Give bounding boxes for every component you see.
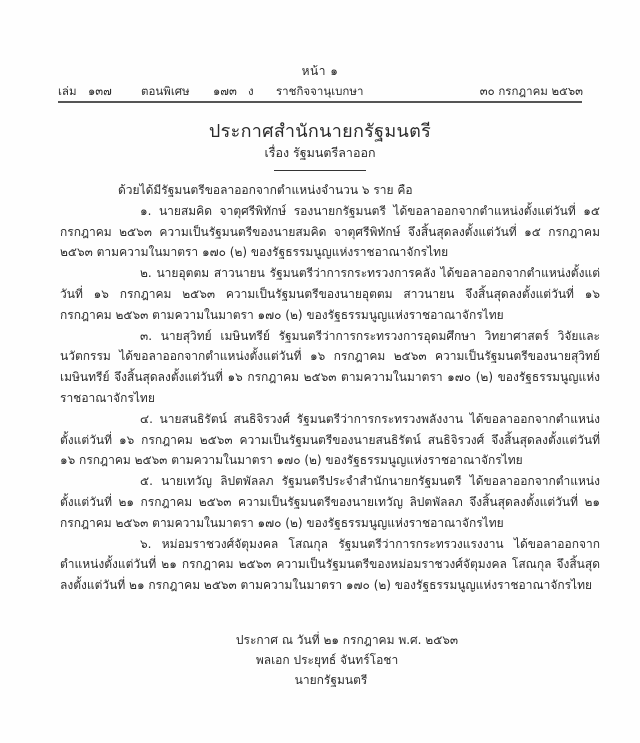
volume-label: เล่ม xyxy=(58,84,77,98)
resignation-item: ๖. หม่อมราชวงศ์จัตุมงคล โสณกุล รัฐมนตรีว่าการกระทรวงแรงงาน ได้ขอลาออกจากตำแหน่งตั้งแต่วันที่ ๒๑ กรกฎาคม ๒๕๖๓ ความเป็นรัฐมนตรีของหม่อมราชวงศ์จัตุมงคล โสณกุล จึงสิ้นสุดลงตั้งแต่วันที่ ๒๑ กรกฎาคม ๒๕๖๓ ตามความในมาตรา ๑๗๐ (๒) ของรัฐธรรมนูญแห่งราชอาณาจักรไทย xyxy=(60,536,600,593)
announcement-body xyxy=(60,180,600,596)
volume-number: ๑๓๗ xyxy=(88,84,112,98)
header-divider xyxy=(58,101,582,103)
resignation-item: ๓. นายสุวิทย์ เมษินทรีย์ รัฐมนตรีว่าการกระทรวงการอุดมศึกษา วิทยาศาสตร์ วิจัยและนวัตกรรม ได้ขอลาออกจากตำแหน่งตั้งแต่วันที่ ๑๖ กรกฎาคม ๒๕๖๓ ความเป็นรัฐมนตรีของนายสุวิทย์ เมษินทรีย์ จึงสิ้นสุดลงตั้งแต่วันที่ ๑๖ กรกฎาคม ๒๕๖๓ ตามความในมาตรา ๑๗๐ (๒) ของรัฐธรรมนูญแห่งราชอาณาจักรไทย xyxy=(60,328,600,405)
announcement-title: ประกาศสำนักนายกรัฐมนตรี xyxy=(208,121,432,142)
signature-date: ประกาศ ณ วันที่ ๒๑ กรกฎาคม พ.ศ. ๒๕๖๓ xyxy=(235,633,459,647)
issue-number: ๑๗๓ xyxy=(213,84,237,98)
signatory-position: นายกรัฐมนตรี xyxy=(294,673,368,687)
gazette-header xyxy=(58,83,583,99)
resignation-item: ๕. นายเทวัญ ลิปตพัลลภ รัฐมนตรีประจำสำนักนายกรัฐมนตรี ได้ขอลาออกจากตำแหน่งตั้งแต่วันที่ ๒๑ กรกฎาคม ๒๕๖๓ ความเป็นรัฐมนตรีของนายเทวัญ ลิปตพัลลภ จึงสิ้นสุดลงตั้งแต่วันที่ ๒๑ กรกฎาคม ๒๕๖๓ ตามความในมาตรา ๑๗๐ (๒) ของรัฐธรรมนูญแห่งราชอาณาจักรไทย xyxy=(60,474,600,530)
publication-date: ๓๐ กรกฎาคม ๒๕๖๓ xyxy=(479,84,583,98)
issue-label: ตอนพิเศษ xyxy=(141,84,190,98)
signatory-name: พลเอก ประยุทธ์ จันทร์โอชา xyxy=(255,653,399,667)
gazette-name: ราชกิจจานุเบกษา xyxy=(276,84,364,98)
intro-paragraph: ด้วยได้มีรัฐมนตรีขอลาออกจากตำแหน่งจำนวน ๖ ราย คือ xyxy=(118,183,413,197)
resignation-item: ๑. นายสมคิด จาตุศรีพิทักษ์ รองนายกรัฐมนตรี ได้ขอลาออกจากตำแหน่งตั้งแต่วันที่ ๑๕ กรกฎาคม ๒๕๖๓ ความเป็นรัฐมนตรีของนายสมคิด จาตุศรีพิทักษ์ จึงสิ้นสุดลงตั้งแต่วันที่ ๑๕ กรกฎาคม ๒๕๖๓ ตามความในมาตรา ๑๗๐ (๒) ของรัฐธรรมนูญแห่งราชอาณาจักรไทย xyxy=(60,203,600,260)
resignation-item: ๒. นายอุตตม สาวนายน รัฐมนตรีว่าการกระทรวงการคลัง ได้ขอลาออกจากตำแหน่งตั้งแต่วันที่ ๑๖ กรกฎาคม ๒๕๖๓ ความเป็นรัฐมนตรีของนายอุตตม สาวนายน จึงสิ้นสุดลงตั้งแต่วันที่ ๑๖ กรกฎาคม ๒๕๖๓ ตามความในมาตรา ๑๗๐ (๒) ของรัฐธรรมนูญแห่งราชอาณาจักรไทย xyxy=(60,266,600,322)
issue-suffix: ง xyxy=(248,84,254,98)
resignation-item: ๔. นายสนธิรัตน์ สนธิจิรวงศ์ รัฐมนตรีว่าการกระทรวงพลังงาน ได้ขอลาออกจากตำแหน่งตั้งแต่วันที่ ๑๖ กรกฎาคม ๒๕๖๓ ความเป็นรัฐมนตรีของนายสนธิรัตน์ สนธิจิรวงศ์ จึงสิ้นสุดลงตั้งแต่วันที่ ๑๖ กรกฎาคม ๒๕๖๓ ตามความในมาตรา ๑๗๐ (๒) ของรัฐธรรมนูญแห่งราชอาณาจักรไทย xyxy=(60,411,600,468)
announcement-subject: เรื่อง รัฐมนตรีลาออก xyxy=(264,145,376,160)
signature-block xyxy=(0,630,640,690)
title-divider xyxy=(274,170,366,171)
page-number: หน้า ๑ xyxy=(301,64,339,78)
